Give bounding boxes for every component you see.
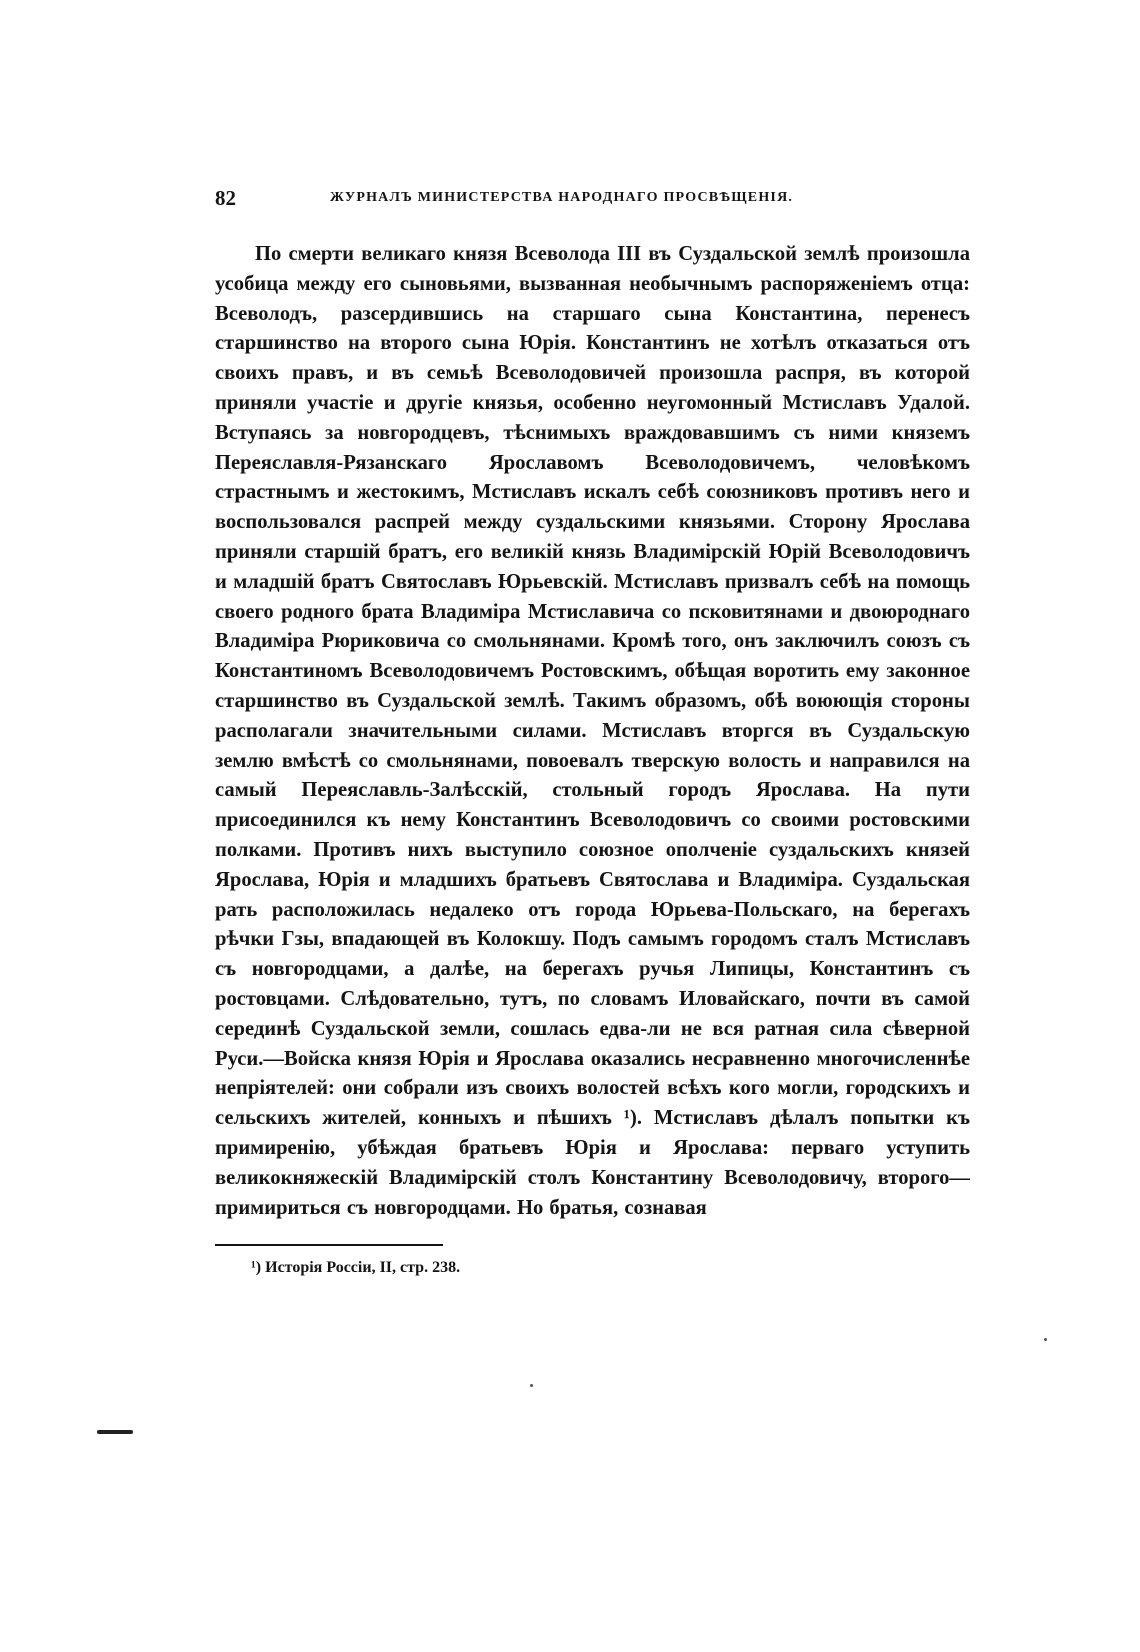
scan-speck [530, 1384, 533, 1387]
scan-speck [1044, 1338, 1047, 1341]
footnote: ¹) Исторія Россіи, II, стр. 238. [251, 1258, 461, 1276]
footnote-divider [215, 1244, 443, 1246]
main-paragraph: По смерти великаго князя Всеволода III въ Суздальской землѣ произошла усобица между его сыновьями, вызванная необычнымъ распоряженіемъ отца: Всеволодъ, разсердившись на старшаго сына Константина, перенесъ старшинство на второго сына Юрія. Константинъ не хотѣлъ отказаться отъ своихъ правъ, и въ семьѣ Всеволодовичей произошла распря, въ которой приняли участіе и другіе князья, особенно неугомонный Мстиславъ Удалой. Вступаясь за новгородцевъ, тѣснимыхъ враждовавшимъ съ ними княземъ Переяславля-Рязанскаго Ярославомъ Всеволодовичемъ, человѣкомъ страстнымъ и жестокимъ, Мстиславъ искалъ себѣ союзниковъ противъ него и воспользовался распрей между суздальскими князьями. Сторону Ярослава приняли старшій братъ, его великій князь Владимірскій Юрій Всеволодовичъ и младшій братъ Святославъ Юрьевскій. Мстиславъ призвалъ себѣ на помощь своего родного брата Владиміра Мстиславича со псковитянами и двоюроднаго Владиміра Рюриковича со смольнянами. Кромѣ того, онъ заключилъ союзъ съ Константиномъ Всеволодовичемъ Ростовскимъ, обѣщая воротить ему законное старшинство въ Суздальской землѣ. Такимъ образомъ, обѣ воюющія стороны располагали значительными силами. Мстиславъ вторгся въ Суздальскую землю вмѣстѣ со смольнянами, повоевалъ тверскую волость и направился на самый Переяславль-Залѣсскій, стольный городъ Ярослава. На пути присоединился къ нему Константинъ Всеволодовичъ со своими ростовскими полками. Противъ нихъ выступило союзное ополченіе суздальскихъ князей Ярослава, Юрія и младшихъ братьевъ Святослава и Владиміра. Суздальская рать расположилась недалеко отъ города Юрьева-Польскаго, на берегахъ рѣчки Гзы, впадающей въ Колокшу. Подъ самымъ городомъ сталъ Мстиславъ съ новгородцами, а далѣе, на берегахъ ручья Липицы, Константинъ съ ростовцами. Слѣдовательно, тутъ, по словамъ Иловайскаго, почти въ самой серединѣ Суздальской земли, сошлась едва-ли не вся ратная сила сѣверной Руси.—Войска князя Юрія и Ярослава оказались несравненно многочисленнѣе непріятелей: они собрали изъ своихъ волостей всѣхъ кого могли, городскихъ и сельскихъ жителей, конныхъ и пѣшихъ ¹). Мстиславъ дѣлалъ попытки къ примиренію, убѣждая братьевъ Юрія и Ярослава: перваго уступить великокняжескій Владимірскій столъ Константину Всеволодовичу, второго—примириться съ новгородцами. Но братья, сознавая [215, 243, 970, 1219]
running-head [215, 178, 970, 214]
scan-edge-mark [97, 1430, 133, 1434]
book-page [215, 178, 970, 1277]
page-number: 82 [215, 186, 236, 210]
journal-title: ЖУРНАЛЪ МИНИСТЕРСТВА НАРОДНАГО ПРОСВѢЩЕНІЯ. [330, 190, 794, 205]
